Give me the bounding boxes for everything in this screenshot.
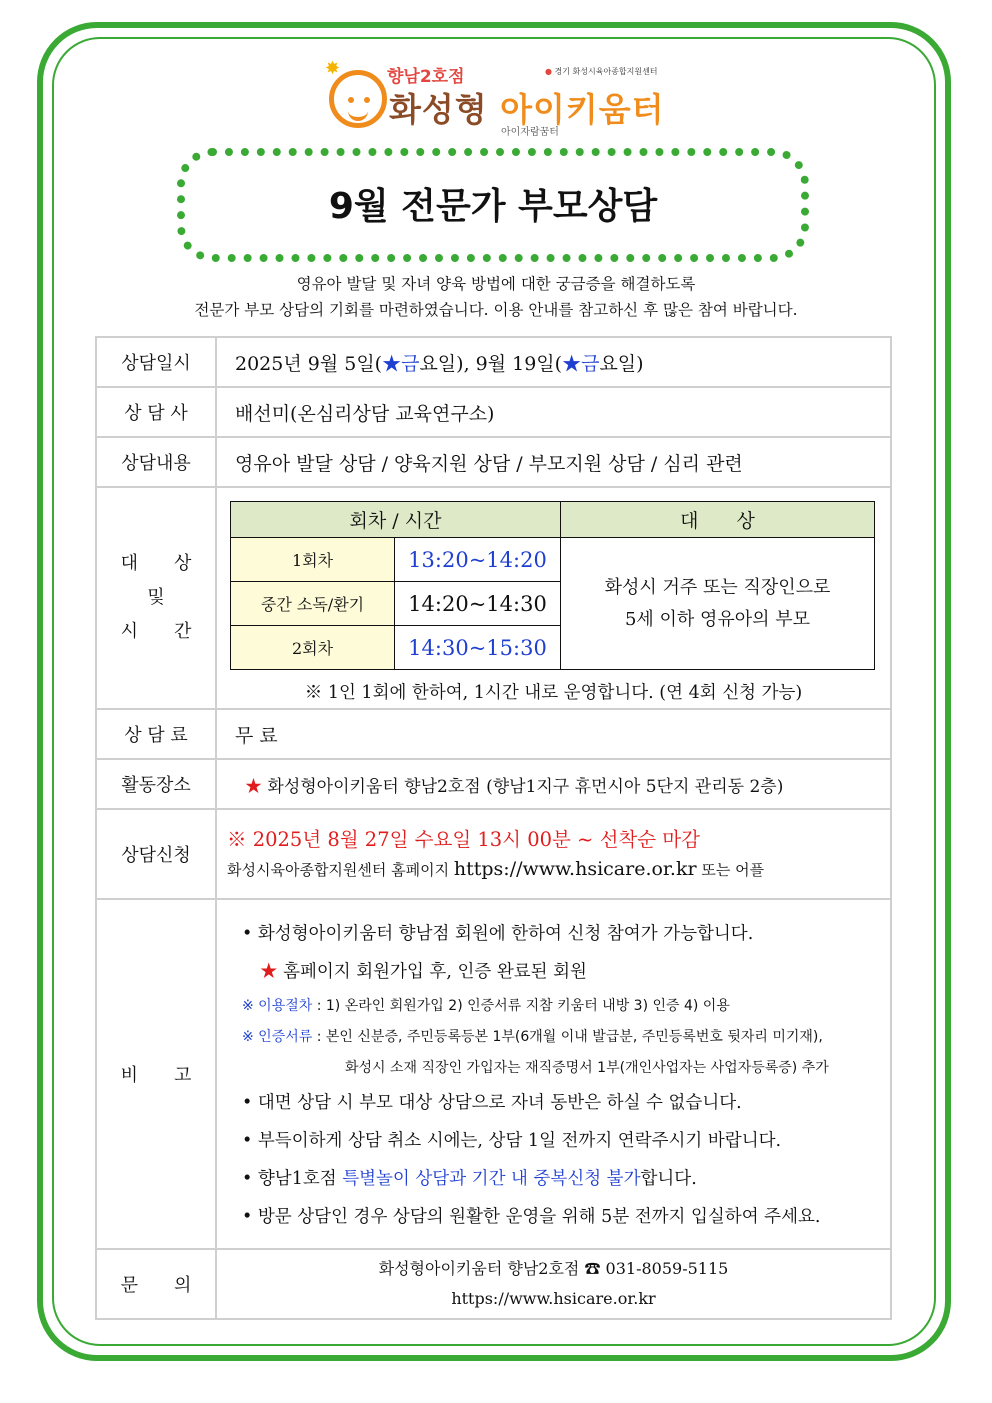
label-schedule: 대 상 및 시 간	[96, 487, 216, 709]
contact-url[interactable]: https://www.hsicare.or.kr	[451, 1289, 656, 1308]
child-face-icon	[329, 70, 387, 128]
value-remarks	[216, 899, 891, 1249]
label-content: 상담내용	[96, 437, 216, 487]
session-time: 14:20~14:30	[395, 582, 561, 626]
star-icon: ★	[260, 961, 278, 982]
session-round: 2회차	[231, 626, 395, 670]
value-schedule	[216, 487, 891, 709]
header-round-time: 회차 / 시간	[231, 502, 561, 538]
remark-line: • 향남1호점 특별놀이 상담과 기간 내 중복신청 불가합니다.	[242, 1168, 697, 1189]
schedule-table	[230, 501, 875, 670]
session-round: 1회차	[231, 538, 395, 582]
logo-center-name: ● 경기 화성시육아종합지원센터	[545, 67, 658, 76]
remark-line: • 부득이하게 상담 취소 시에는, 상담 1일 전까지 연락주시기 바랍니다.	[242, 1130, 782, 1151]
label-apply: 상담신청	[96, 809, 216, 899]
remark-line: ※ 인증서류 : 본인 신분증, 주민등록등본 1부(6개월 이내 발급분, 주민등록번호 뒷자리 미기재),	[242, 1028, 823, 1045]
remark-line: • 방문 상담인 경우 상담의 원활한 운영을 위해 5분 전까지 입실하여 주세요.	[242, 1206, 821, 1227]
label-date: 상담일시	[96, 337, 216, 387]
center-logo	[325, 58, 665, 138]
value-counselor: 배선미(온심리상담 교육연구소)	[216, 387, 891, 437]
logo-title: 화성형 아이키움터	[389, 90, 665, 129]
value-date: 2025년 9월 5일(★금요일), 9월 19일(★금요일)	[216, 337, 891, 387]
intro-line-2: 전문가 부모 상담의 기회를 마련하였습니다. 이용 안내를 참고하신 후 많은 참여 바랍니다.	[194, 301, 798, 319]
target-cell: 화성시 거주 또는 직장인으로 5세 이하 영유아의 부모	[561, 538, 875, 670]
apply-deadline: ※ 2025년 8월 27일 수요일 13시 00분 ~ 선착순 마감	[227, 827, 700, 851]
row-apply	[96, 809, 891, 899]
remark-line: • 화성형아이키움터 향남점 회원에 한하여 신청 참여가 가능합니다.	[242, 923, 754, 944]
row-content	[96, 437, 891, 487]
remark-line: 화성시 소재 직장인 가입자는 재직증명서 1부(개인사업자는 사업자등록증) 추가	[345, 1059, 829, 1076]
label-contact: 문 의	[96, 1249, 216, 1319]
label-fee: 상 담 료	[96, 709, 216, 759]
schedule-note: ※ 1인 1회에 한하여, 1시간 내로 운영합니다. (연 4회 신청 가능)	[304, 683, 803, 703]
row-date	[96, 337, 891, 387]
remark-line: ★ 홈페이지 회원가입 후, 인증 완료된 회원	[260, 961, 587, 982]
value-fee: 무 료	[216, 709, 891, 759]
header-target: 대 상	[561, 502, 875, 538]
contact-phone: 화성형아이키움터 향남2호점 ☎ 031-8059-5115	[378, 1259, 729, 1278]
row-counselor	[96, 387, 891, 437]
value-apply	[216, 809, 891, 899]
star-icon: ✸	[325, 58, 341, 79]
value-place: ★ 화성형아이키움터 향남2호점 (향남1지구 휴먼시아 5단지 관리동 2층)	[216, 759, 891, 809]
row-schedule	[96, 487, 891, 709]
remark-line: • 대면 상담 시 부모 대상 상담으로 자녀 동반은 하실 수 없습니다.	[242, 1092, 742, 1113]
page-title: 9월 전문가 부모상담	[328, 186, 658, 227]
session-time: 13:20~14:20	[395, 538, 561, 582]
label-counselor: 상 담 사	[96, 387, 216, 437]
value-contact	[216, 1249, 891, 1319]
apply-url[interactable]: https://www.hsicare.or.kr	[453, 857, 697, 880]
session-round: 중간 소독/환기	[231, 582, 395, 626]
row-contact	[96, 1249, 891, 1319]
label-place: 활동장소	[96, 759, 216, 809]
star-icon: ★	[245, 776, 262, 797]
label-remarks: 비 고	[96, 899, 216, 1249]
value-content: 영유아 발달 상담 / 양육지원 상담 / 부모지원 상담 / 심리 관련	[216, 437, 891, 487]
logo-tagline: 아이자람꿈터	[501, 127, 559, 138]
row-fee	[96, 709, 891, 759]
remark-line: ※ 이용절차 : 1) 온라인 회원가입 2) 인증서류 지참 키움터 내방 3) 인증 4) 이용	[242, 997, 730, 1014]
session-time: 14:30~15:30	[395, 626, 561, 670]
apply-method: 화성시육아종합지원센터 홈페이지 https://www.hsicare.or.kr 또는 어플	[227, 857, 765, 880]
info-table	[95, 336, 892, 1320]
intro-line-1: 영유아 발달 및 자녀 양육 방법에 대한 궁금증을 해결하도록	[296, 275, 696, 293]
logo-branch: 향남2호점	[387, 67, 465, 87]
row-place	[96, 759, 891, 809]
session-row	[231, 538, 875, 582]
row-remarks	[96, 899, 891, 1249]
